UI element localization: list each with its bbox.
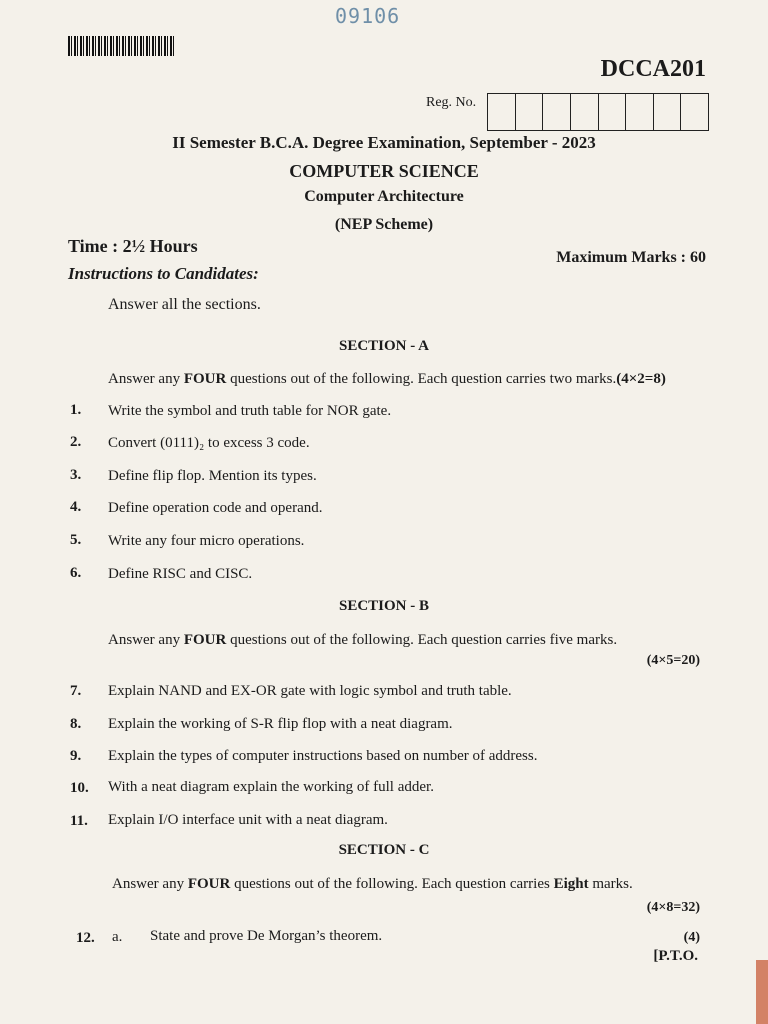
time-allowed: Time : 2½ Hours	[68, 236, 198, 256]
exam-title: II Semester B.C.A. Degree Examination, September - 2023	[172, 133, 596, 152]
question-number: 4.	[70, 499, 82, 515]
reg-no-boxes	[487, 93, 709, 131]
pto-label: [P.T.O.	[653, 948, 698, 964]
paper-name: Computer Architecture	[304, 188, 464, 205]
question-text: With a neat diagram explain the working of full adder.	[108, 779, 434, 795]
question-number: 9.	[70, 748, 82, 764]
question-number: 5.	[70, 532, 82, 548]
instructions-text: Answer all the sections.	[108, 296, 261, 313]
question-text: State and prove De Morgan’s theorem.	[150, 928, 383, 944]
question-text: Convert (0111)₂ to excess 3 code.	[108, 435, 310, 451]
paper-code: DCCA201	[600, 56, 706, 82]
question-text: Define flip flop. Mention its types.	[108, 468, 317, 484]
question-text: Define RISC and CISC.	[108, 566, 253, 582]
question-text: Write any four micro operations.	[108, 533, 305, 549]
section-a-note: Answer any FOUR questions out of the following. Each question carries two marks.(4×2=8)	[108, 371, 666, 387]
section-a-marks: (4×2=8)	[616, 371, 666, 387]
question-text: Explain I/O interface unit with a neat diagram.	[108, 812, 388, 828]
section-b-title: SECTION - B	[338, 598, 430, 614]
question-text: Write the symbol and truth table for NOR gate.	[108, 403, 392, 419]
question-number: 7.	[70, 683, 82, 699]
question-number: 2.	[70, 434, 82, 450]
question-number: 1.	[70, 402, 82, 418]
section-c-marks: (4×8=32)	[646, 900, 700, 915]
barcode	[68, 36, 176, 56]
section-c-note: Answer any FOUR questions out of the following. Each question carries Eight marks.	[112, 876, 633, 892]
question-number: 3.	[70, 467, 82, 483]
section-c-title: SECTION - C	[338, 842, 430, 858]
question-number: 11.	[70, 813, 88, 829]
maximum-marks: Maximum Marks : 60	[556, 249, 706, 266]
section-a-title: SECTION - A	[338, 338, 430, 354]
question-text: Define operation code and operand.	[108, 500, 323, 516]
instructions-heading: Instructions to Candidates:	[68, 264, 259, 283]
question-number: 10.	[70, 780, 89, 796]
sub-question-letter: a.	[112, 929, 123, 945]
question-number: 8.	[70, 716, 82, 732]
scheme: (NEP Scheme)	[334, 216, 434, 233]
stamp-number: 09106	[335, 4, 401, 28]
question-number: 12.	[76, 930, 95, 946]
question-number: 6.	[70, 565, 82, 581]
reg-no-label: Reg. No.	[426, 95, 477, 110]
question-text: Explain NAND and EX-OR gate with logic symbol and truth table.	[108, 683, 512, 699]
question-text: Explain the types of computer instructions based on number of address.	[108, 748, 538, 764]
section-b-note: Answer any FOUR questions out of the following. Each question carries five marks.	[108, 632, 618, 648]
section-b-marks: (4×5=20)	[646, 653, 700, 668]
subject: COMPUTER SCIENCE	[289, 161, 479, 181]
question-marks: (4)	[683, 930, 700, 945]
question-text: Explain the working of S-R flip flop with a neat diagram.	[108, 716, 453, 732]
page-edge-stain	[756, 960, 768, 1024]
